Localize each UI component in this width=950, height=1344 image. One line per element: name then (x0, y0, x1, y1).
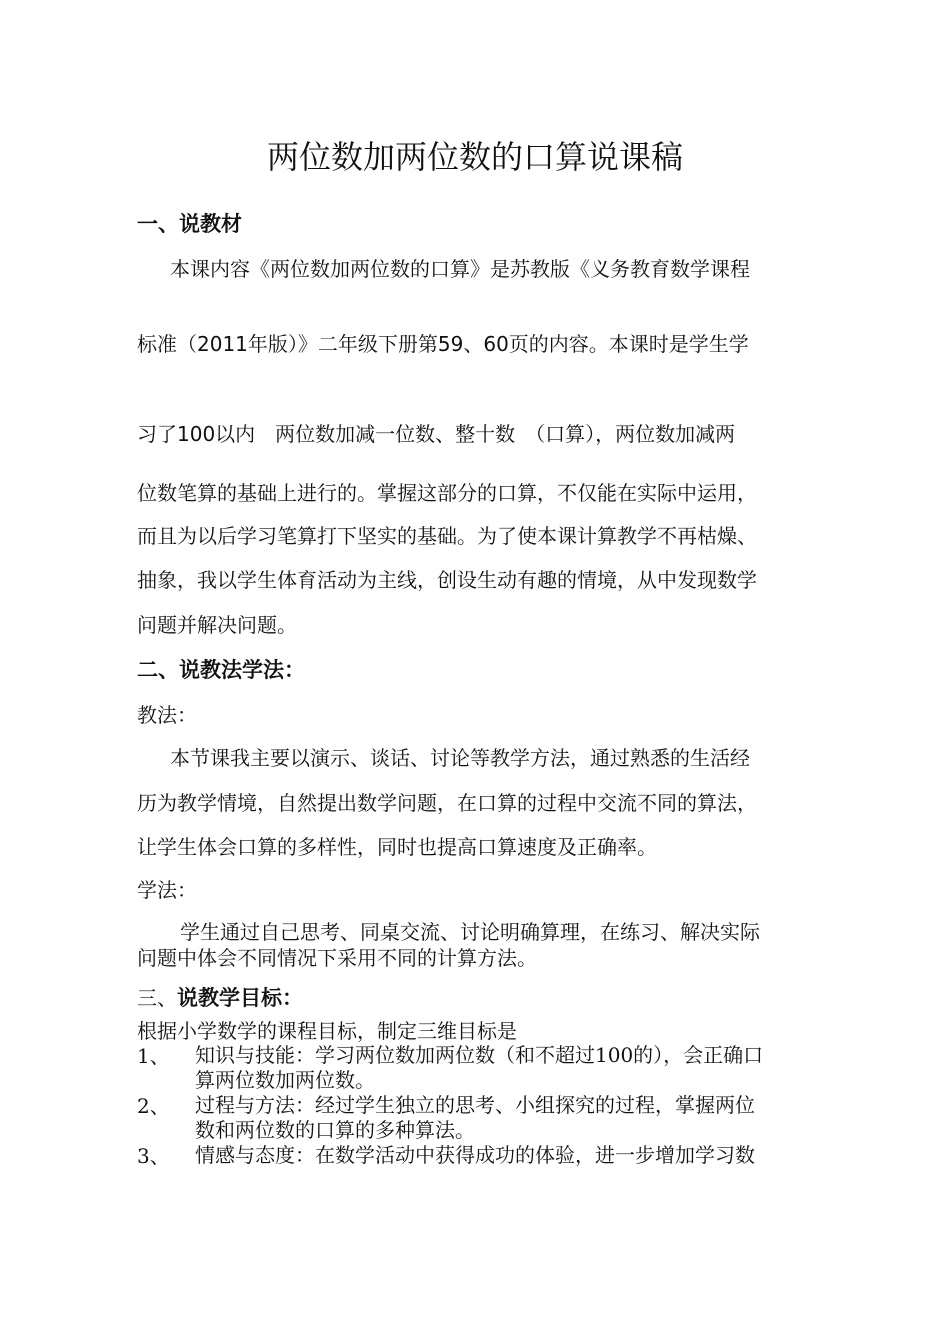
goal-number: 1、 (137, 1044, 170, 1068)
goals-intro: 根据小学数学的课程目标，制定三维目标是 (137, 1019, 517, 1043)
paragraph-line: 习了100以内 两位数加减一位数、整十数 （口算），两位数加减两 (137, 422, 736, 446)
paragraph-line: 问题并解决问题。 (137, 613, 297, 637)
paragraph-line: 问题中体会不同情况下采用不同的计算方法。 (137, 946, 537, 970)
goal-line: 算两位数加两位数。 (195, 1068, 375, 1092)
section3-heading-text: 说教学目标： (177, 985, 303, 1010)
paragraph-line: 学生通过自己思考、同桌交流、讨论明确算理，在练习、解决实际 (180, 920, 760, 944)
teaching-method-label: 教法： (137, 703, 197, 727)
goal-line: 知识与技能：学习两位数加两位数（和不超过100的），会正确口 (195, 1043, 764, 1067)
section3-heading-prefix: 三、 (137, 986, 177, 1010)
section2-heading: 二、说教法学法： (137, 657, 305, 682)
paragraph-line: 抽象，我以学生体育活动为主线，创设生动有趣的情境，从中发现数学 (137, 568, 757, 592)
learning-method-label: 学法： (137, 878, 197, 902)
goal-number: 3、 (137, 1144, 170, 1168)
paragraph-line: 本课内容《两位数加两位数的口算》是苏教版《义务教育数学课程 (170, 257, 750, 281)
goal-number: 2、 (137, 1094, 170, 1118)
paragraph-line: 位数笔算的基础上进行的。掌握这部分的口算，不仅能在实际中运用， (137, 481, 757, 505)
document-title: 两位数加两位数的口算说课稿 (266, 138, 683, 176)
goal-line: 数和两位数的口算的多种算法。 (195, 1118, 475, 1142)
goal-line: 过程与方法：经过学生独立的思考、小组探究的过程，掌握两位 (195, 1093, 755, 1117)
section1-heading: 一、说教材 (137, 211, 242, 236)
goal-line: 情感与态度：在数学活动中获得成功的体验，进一步增加学习数 (195, 1143, 755, 1167)
paragraph-line: 而且为以后学习笔算打下坚实的基础。为了使本课计算教学不再枯燥、 (137, 524, 757, 548)
paragraph-line: 本节课我主要以演示、谈话、讨论等教学方法，通过熟悉的生活经 (170, 746, 750, 770)
paragraph-line: 标准（2011年版）》二年级下册第59、60页的内容。本课时是学生学 (137, 332, 749, 356)
paragraph-line: 让学生体会口算的多样性，同时也提高口算速度及正确率。 (137, 835, 657, 859)
section3-heading (137, 985, 303, 1011)
paragraph-line: 历为教学情境，自然提出数学问题，在口算的过程中交流不同的算法， (137, 791, 757, 815)
